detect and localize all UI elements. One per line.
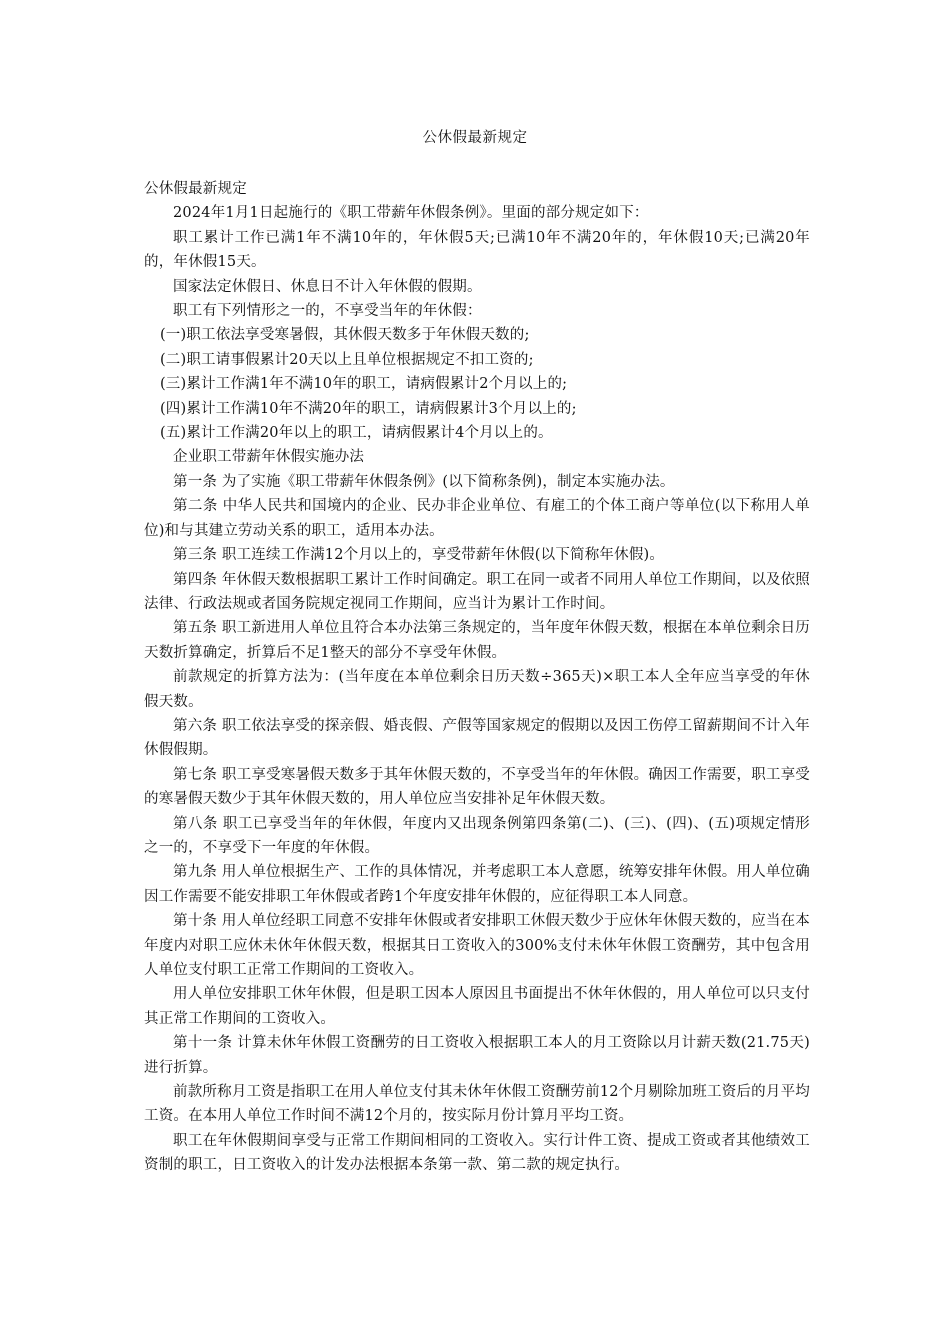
- section-heading: 企业职工带薪年休假实施办法: [173, 449, 365, 466]
- article-paragraph: 第二条 中华人民共和国境内的企业、民办非企业单位、有雇工的个体工商户等单位(以下称用人单位)和与其建立劳动关系的职工，适用本办法。: [144, 498, 810, 539]
- article-paragraph: 第十条 用人单位经职工同意不安排年休假或者安排职工休假天数少于应休年休假天数的，应当在本年度内对职工应休未休年休假天数，根据其日工资收入的300%支付未休年休假工资酬劳，其中包含用人单位支付职工正常工作期间的工资收入。: [144, 913, 810, 978]
- paragraph: 职工累计工作已满1年不满10年的，年休假5天;已满10年不满20年的，年休假10天;已满20年的，年休假15天。: [144, 229, 810, 271]
- article-paragraph: 第八条 职工已享受当年的年休假，年度内又出现条例第四条第(二)、(三)、(四)、(五)项规定情形之一的，不享受下一年度的年休假。: [144, 815, 810, 856]
- document-title: 公休假最新规定: [422, 130, 528, 146]
- article-paragraph: 第一条 为了实施《职工带薪年休假条例》(以下简称条例)，制定本实施办法。: [173, 473, 675, 490]
- article-paragraph: 用人单位安排职工休年休假，但是职工因本人原因且书面提出不休年休假的，用人单位可以只支付其正常工作期间的工资收入。: [144, 986, 810, 1027]
- article-paragraph: 职工在年休假期间享受与正常工作期间相同的工资收入。实行计件工资、提成工资或者其他绩效工资制的职工，日工资收入的计发办法根据本条第一款、第二款的规定执行。: [144, 1132, 810, 1174]
- paragraph: 职工有下列情形之一的，不享受当年的年休假：: [173, 303, 482, 320]
- article-paragraph: 第五条 职工新进用人单位且符合本办法第三条规定的，当年度年休假天数，根据在本单位剩余日历天数折算确定，折算后不足1整天的部分不享受年休假。: [144, 620, 810, 661]
- paragraph: 2024年1月1日起施行的《职工带薪年休假条例》。里面的部分规定如下：: [173, 205, 649, 222]
- article-paragraph: 第六条 职工依法享受的探亲假、婚丧假、产假等国家规定的假期以及因工伤停工留薪期间不计入年休假假期。: [144, 717, 810, 759]
- list-item: (一)职工依法享受寒暑假，其休假天数多于年休假天数的;: [159, 327, 530, 344]
- article-paragraph: 第七条 职工享受寒暑假天数多于其年休假天数的，不享受当年的年休假。确因工作需要，职工享受的寒暑假天数少于其年休假天数的，用人单位应当安排补足年休假天数。: [144, 766, 810, 808]
- paragraph: 国家法定休假日、休息日不计入年休假的假期。: [173, 278, 482, 295]
- article-paragraph: 第九条 用人单位根据生产、工作的具体情况，并考虑职工本人意愿，统筹安排年休假。用人单位确因工作需要不能安排职工年休假或者跨1个年度安排年休假的，应征得职工本人同意。: [144, 864, 810, 905]
- list-item: (五)累计工作满20年以上的职工，请病假累计4个月以上的。: [159, 425, 553, 442]
- document-body: [144, 177, 810, 1178]
- article-paragraph: 第四条 年休假天数根据职工累计工作时间确定。职工在同一或者不同用人单位工作期间，以及依照法律、行政法规或者国务院规定视同工作期间，应当计为累计工作时间。: [144, 571, 810, 612]
- section-heading: 公休假最新规定: [144, 181, 247, 197]
- article-paragraph: 第十一条 计算未休年休假工资酬劳的日工资收入根据职工本人的月工资除以月计薪天数(21.75天)进行折算。: [144, 1035, 810, 1076]
- list-item: (三)累计工作满1年不满10年的职工，请病假累计2个月以上的;: [159, 376, 568, 393]
- article-paragraph: 第三条 职工连续工作满12个月以上的，享受带薪年休假(以下简称年休假)。: [173, 547, 665, 564]
- article-paragraph: 前款所称月工资是指职工在用人单位支付其未休年休假工资酬劳前12个月剔除加班工资后的月平均工资。在本用人单位工作时间不满12个月的，按实际月份计算月平均工资。: [144, 1084, 810, 1125]
- list-item: (四)累计工作满10年不满20年的职工，请病假累计3个月以上的;: [159, 400, 577, 417]
- article-paragraph: 前款规定的折算方法为：(当年度在本单位剩余日历天数÷365天)×职工本人全年应当享受的年休假天数。: [144, 669, 810, 710]
- list-item: (二)职工请事假累计20天以上且单位根据规定不扣工资的;: [159, 351, 534, 368]
